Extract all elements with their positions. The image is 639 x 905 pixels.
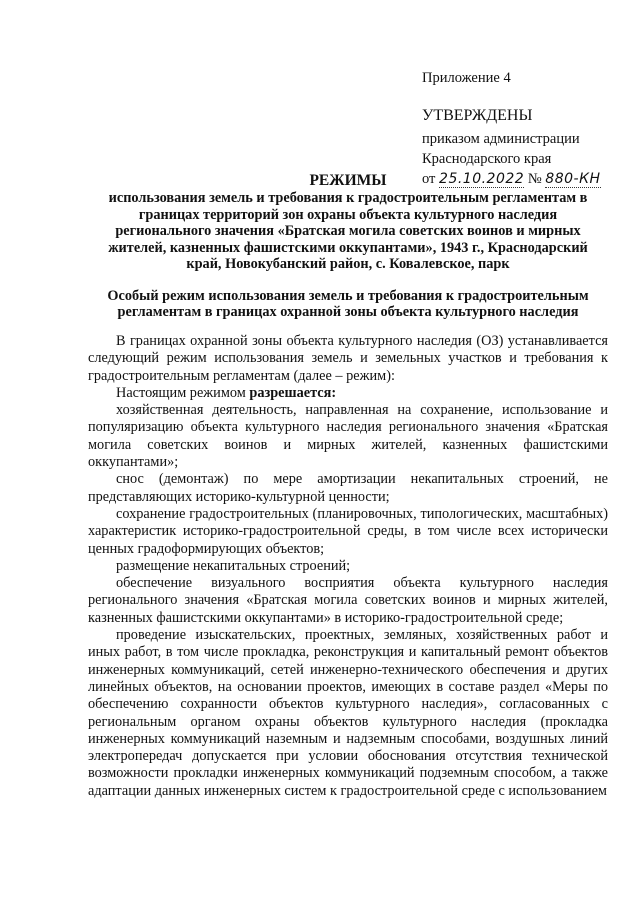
title-line: край, Новокубанский район, с. Ковалевское, парк: [186, 256, 510, 273]
title-line: жителей, казненных фашистскими оккупантами», 1943 г., Краснодарский: [108, 239, 588, 256]
paragraph-item: проведение изыскательских, проектных, земляных, хозяйственных работ и иных работ, в том числе прокладка, реконструкция и капитальный ремонт объектов инженерных коммуникаций, сетей инженерно-технического обеспечения и других линейных объектов, на основании проектов, имеющих в составе раздел «Меры по обеспечению сохранности объектов культурного наследия», согласованных с региональным органом охраны объектов культурного наследия (прокладка инженерных коммуникаций наземным и надземным способами, воздушных линий электропередач допускается при условии обоснования отсутствия технической возможности прокладки инженерных коммуникаций подземным способом, а также адаптации данных инженерных систем к градостроительной среде с использованием: [88, 627, 608, 799]
title-line: границах территорий зон охраны объекта культурного наследия: [138, 206, 558, 223]
paragraph-permitted-heading: [88, 385, 608, 402]
paragraph-item: обеспечение визуального восприятия объекта культурного наследия регионального значения «Братская могила советских воинов и мирных жителей, казненных фашистскими оккупантами» в историко-градостроительной среде;: [88, 575, 608, 626]
document-title: [88, 173, 608, 272]
permitted-bold: разрешается:: [249, 384, 337, 401]
subtitle-line: регламентам в границах охранной зоны объекта культурного наследия: [117, 304, 579, 321]
subtitle-line: Особый режим использования земель и требования к градостроительным: [107, 288, 589, 304]
title-line: использования земель и требования к градостроительным регламентам в: [108, 190, 588, 207]
approval-block: [422, 68, 627, 189]
paragraph-item: сохранение градостроительных (планировочных, типологических, масштабных) характеристик историко-градостроительной среды, в том числе всех исторически ценных градоформирующих объектов;: [88, 505, 608, 557]
number-prefix: №: [527, 171, 542, 187]
approved-heading: УТВЕРЖДЕНЫ: [422, 107, 533, 124]
document-body: [88, 333, 608, 800]
paragraph-intro: В границах охранной зоны объекта культурного наследия (ОЗ) устанавливается следующий режим использования земель и земельных участков и требования к градостроительным регламентам (далее – режим):: [88, 333, 608, 384]
paragraph-item: хозяйственная деятельность, направленная на сохранение, использование и популяризацию объекта культурного наследия регионального значения «Братская могила советских воинов и мирных жителей, казненных фашистскими оккупантами»;: [88, 402, 608, 471]
paragraph-item: размещение некапитальных строений;: [116, 557, 351, 574]
permitted-lead: Настоящим режимом: [116, 384, 250, 401]
date-prefix: от: [422, 171, 436, 187]
annex-label: Приложение 4: [422, 70, 511, 86]
approval-line-1: приказом администрации: [422, 131, 580, 147]
section-subtitle: [88, 288, 608, 321]
handwritten-date: 25.10.2022: [439, 171, 525, 187]
title-heading: РЕЖИМЫ: [309, 172, 387, 189]
paragraph-item: снос (демонтаж) по мере амортизации некапитальных строений, не представляющих историко-культурной ценности;: [88, 471, 608, 505]
title-line: регионального значения «Братская могила советских воинов и мирных: [115, 223, 581, 240]
approval-line-2: Краснодарского края: [422, 151, 552, 167]
handwritten-number: 880-КН: [545, 171, 601, 187]
